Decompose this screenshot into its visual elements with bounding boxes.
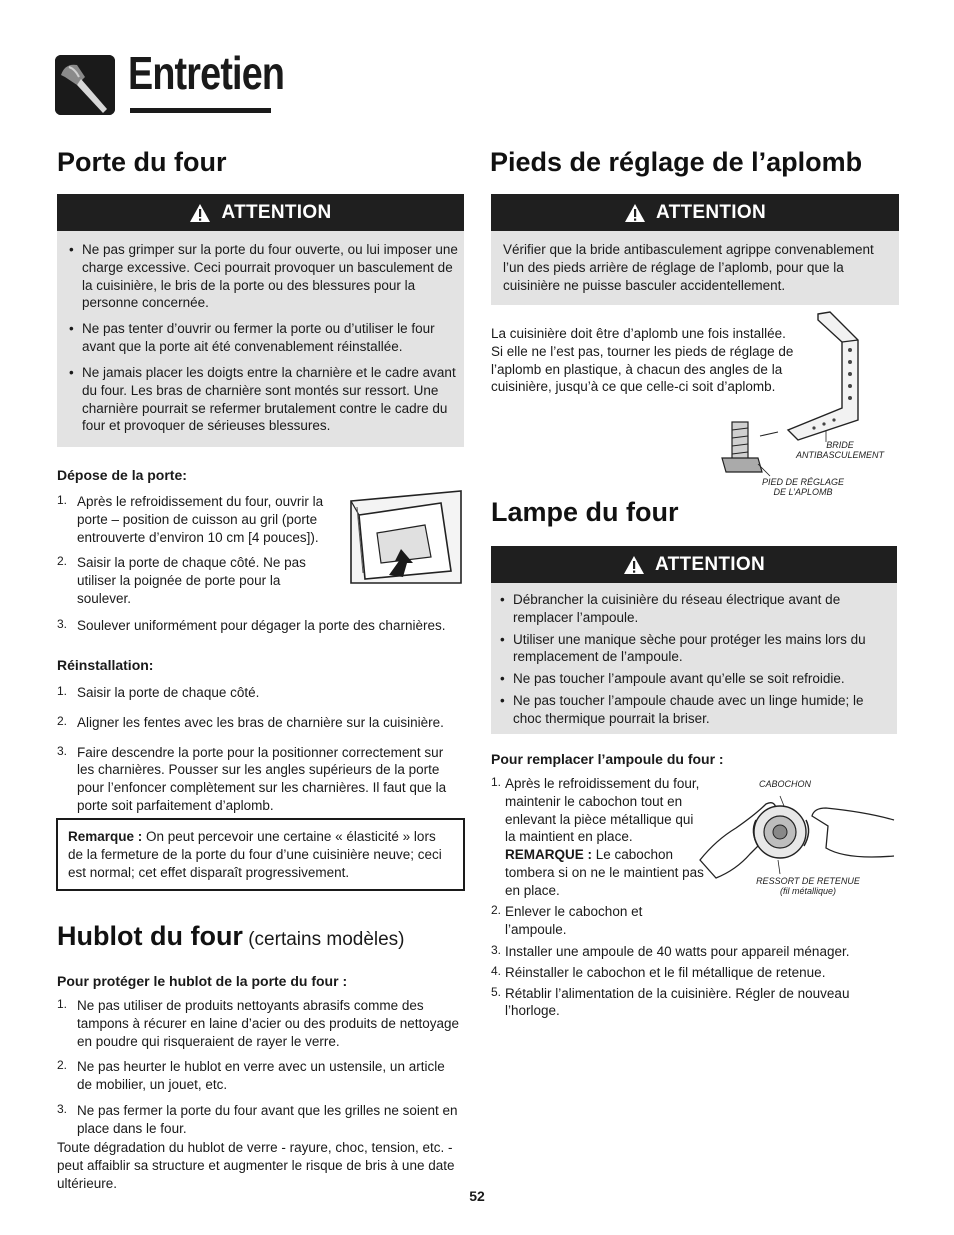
screwdriver-logo-icon (55, 55, 115, 115)
warning-triangle-icon (189, 203, 211, 223)
pieds-heading: Pieds de réglage de l’aplomb (490, 147, 863, 177)
lampe-attention-box (491, 546, 897, 734)
page-number: 52 (469, 1188, 485, 1204)
hublot-closing-text: Toute dégradation du hublot de verre - rayure, choc, tension, etc. - peut affaiblir sa structure et augmenter le risque de bris à une date ultérieure. (57, 1140, 455, 1191)
lampe-step-2: 2. Enlever le cabochon et l’ampoule. (491, 903, 643, 937)
bride-label: BRIDE ANTIBASCULEMENT (795, 440, 884, 461)
depose-steps (57, 493, 329, 616)
attention-header (491, 546, 897, 583)
depose-steps-cont (57, 617, 457, 643)
list-item: 3. Ne pas fermer la porte du four avant que les grilles ne soient en place dans le four. (57, 1102, 458, 1136)
attention-header (491, 194, 899, 231)
remarque-box (56, 818, 465, 891)
lampe-steps (491, 943, 891, 1023)
porte-attention-box (57, 194, 464, 447)
list-item: 1. Après le refroidissement du four, ouvrir la porte – position de cuisson au gril (porte entrouverte d’environ 10 cm [4 pouces]). (57, 493, 324, 545)
attention-label: ATTENTION (655, 201, 766, 223)
ressort-label: RESSORT DE RETENUE (fil métallique) (756, 876, 860, 897)
list-item: 5. Rétablir l’alimentation de la cuisinière. Régler de nouveau l’horloge. (491, 984, 850, 1019)
list-item: 3. Faire descendre la porte pour la positionner correctement sur les charnières. Pousser sur les angles supérieurs de la porte pour l’enfoncer complètement sur les charnières. Il faut que la porte soit parfaitement d’aplomb. (57, 743, 447, 814)
list-item: 4. Réinstaller le cabochon et le fil métallique de retenue. (491, 963, 826, 980)
pied-label: PIED DE RÉGLAGE DE L’APLOMB (761, 477, 845, 498)
warning-item: • Ne jamais placer les doigts entre la charnière et le cadre avant du four. Les bras de charnière sont montés sur ressort. Une charnière pourrait se refermer brutalement contre le cadre du four et provoquer de sérieuses blessures. (82, 364, 458, 435)
hublot-subheading: Pour protéger le hublot de la porte du four : (57, 973, 348, 989)
door-removal-illustration (343, 487, 465, 587)
list-item: 3. Soulever uniformément pour dégager la porte des charnières. (57, 617, 446, 633)
list-item: 1. Ne pas utiliser de produits nettoyants abrasifs comme des tampons à récurer en laine d’acier ou des produits de nettoyage en poudre qui risqueraient de rayer le verre. (57, 997, 459, 1049)
depose-heading: Dépose de la porte: (57, 467, 187, 483)
list-item: 1. Saisir la porte de chaque côté. (57, 684, 260, 700)
warning-triangle-icon (623, 555, 645, 575)
attention-body (57, 231, 464, 447)
title-underline (130, 108, 271, 113)
porte-heading: Porte du four (57, 147, 227, 177)
attention-label: ATTENTION (221, 201, 332, 223)
lampe-step-1: 1. Après le refroidissement du four, maintenir le cabochon tout en enlevant la pièce métallique qui la maintient en place. REMARQUE : Le cabochon tombera si on ne le maintient pas en place. (491, 775, 704, 898)
list-item: 3. Installer une ampoule de 40 watts pour appareil ménager. (491, 943, 850, 959)
list-item: 2. Saisir la porte de chaque côté. Ne pas utiliser la poignée de porte pour la soulever. (57, 554, 306, 607)
warning-triangle-icon (624, 203, 646, 223)
warning-item: • Ne pas grimper sur la porte du four ouverte, ou lui imposer une charge excessive. Ceci pourrait provoquer un basculement de la cuisinière, le bris de la porte ou des blessures pour la personne concernée. (82, 241, 458, 312)
remarque-label: Remarque : (68, 829, 143, 844)
pieds-attention-box (491, 194, 899, 305)
remarque-text: On peut percevoir une certaine « élasticité » lors de la fermeture de la porte du four d’une cuisinière neuve; ceci est normal; cet effet disparaît progressivement. (68, 829, 442, 880)
lampe-subheading: Pour remplacer l’ampoule du four : (491, 751, 724, 767)
cabochon-label: CABOCHON (758, 779, 811, 789)
warning-item: • Ne pas toucher l’ampoule chaude avec un linge humide; le choc thermique pourrait la briser. (513, 692, 889, 728)
attention-header (57, 194, 464, 231)
pieds-text: La cuisinière doit être d’aplomb une fois installée. Si elle ne l’est pas, tourner les pieds de réglage de l’aplomb en plastique, à chacun des angles de la cuisinière, jusqu’à ce que celle-ci soit d’aplomb. (491, 326, 794, 395)
reinstallation-heading: Réinstallation: (57, 657, 154, 673)
page-title: Entretien (128, 47, 285, 99)
warning-item: • Ne pas tenter d’ouvrir ou fermer la porte ou d’utiliser le four avant que la porte ait été convenablement réinstallée. (82, 320, 458, 356)
anti-tip-bracket-illustration (718, 310, 898, 500)
lamp-cover-illustration (696, 790, 898, 880)
warning-item: • Utiliser une manique sèche pour protéger les mains lors du remplacement de l’ampoule. (513, 631, 889, 667)
hublot-heading: Hublot du four (57, 921, 243, 951)
hublot-steps (57, 997, 462, 1146)
lampe-heading: Lampe du four (491, 497, 679, 527)
reinstallation-steps (57, 684, 462, 823)
warning-item: • Débrancher la cuisinière du réseau électrique avant de remplacer l’ampoule. (513, 591, 889, 627)
attention-body: Vérifier que la bride antibasculement agrippe convenablement l’un des pieds arrière de réglage de l’aplomb, pour que la cuisinière ne puisse basculer accidentellement. (491, 231, 899, 305)
hublot-heading-row (57, 922, 405, 952)
attention-label: ATTENTION (654, 553, 765, 575)
hublot-heading-suffix: (certains modèles) (242, 929, 405, 950)
attention-body (491, 583, 897, 734)
list-item: 2. Ne pas heurter le hublot en verre avec un ustensile, un article de mobilier, un jouet, etc. (57, 1058, 445, 1093)
warning-item: • Ne pas toucher l’ampoule avant qu’elle se soit refroidie. (513, 670, 889, 688)
list-item: 2. Aligner les fentes avec les bras de charnière sur la cuisinière. (57, 713, 444, 730)
